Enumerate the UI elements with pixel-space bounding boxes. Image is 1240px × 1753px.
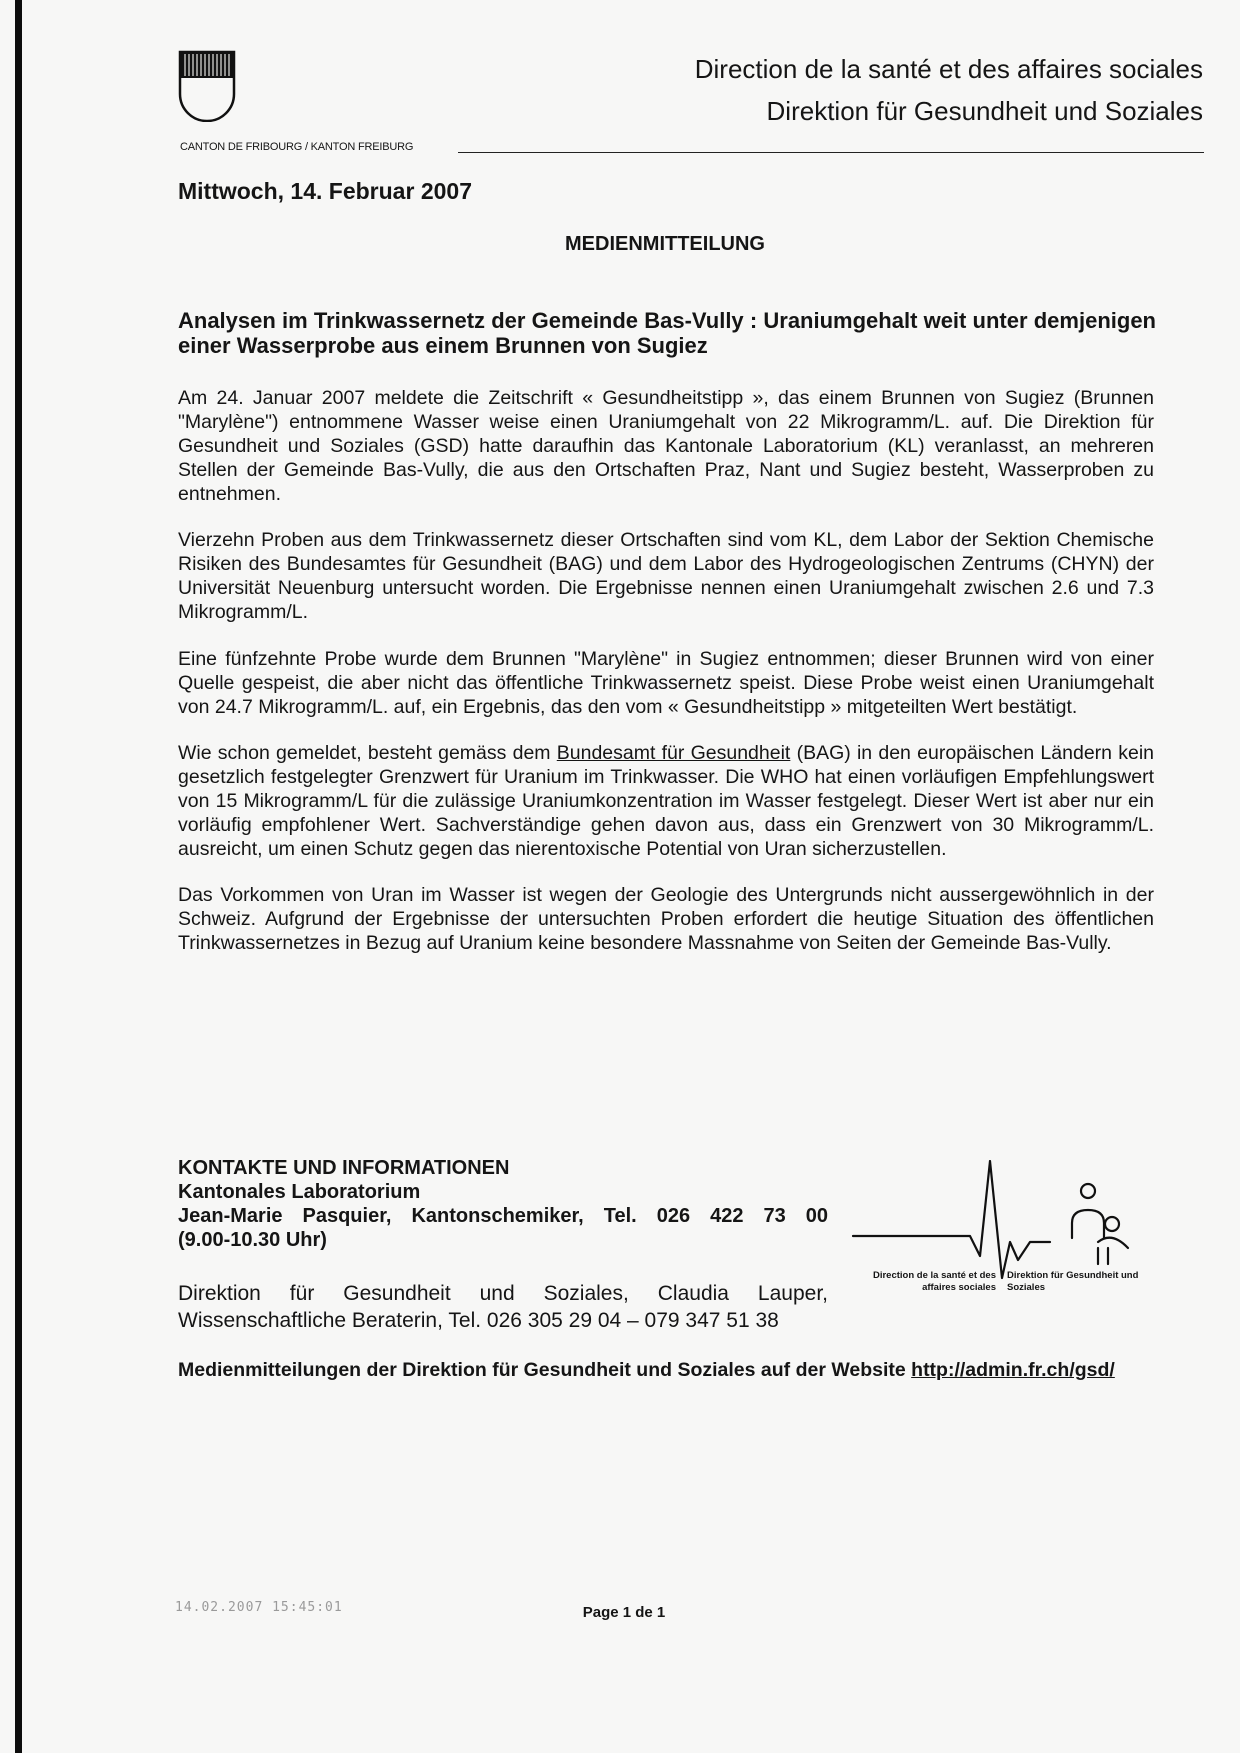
paragraph-4 <box>178 741 1154 861</box>
document-type: MEDIENMITTEILUNG <box>565 233 765 255</box>
header-divider <box>458 152 1204 153</box>
gsd-logo-caption-de: Direktion für Gesundheit und Soziales <box>1007 1270 1139 1293</box>
contact-person-2-line1: Direktion für Gesundheit und Soziales, Claudia Lauper, <box>178 1282 828 1305</box>
coat-of-arms-shield-icon <box>178 50 236 122</box>
press-release-body <box>178 386 1154 977</box>
page-number: Page 1 de 1 <box>582 1604 666 1621</box>
paragraph-4-start: Wie schon gemeldet, besteht gemäss dem <box>178 742 557 764</box>
canton-label: CANTON DE FRIBOURG / KANTON FREIBURG <box>180 141 414 153</box>
contacts-heading: KONTAKTE UND INFORMATIONEN <box>178 1157 510 1179</box>
header-title-fr: Direction de la santé et des affaires sociales <box>694 54 1203 84</box>
contacts-block <box>178 1156 828 1252</box>
paragraph-1: Am 24. Januar 2007 meldete die Zeitschrift « Gesundheitstipp », das einem Brunnen von Sugiez (Brunnen "Marylène") entnommene Wasser weise einen Uraniumgehalt von 22 Mikrogramm/L. auf. Die Direktion für Gesundheit und Soziales (GSD) hatte daraufhin das Kantonale Laboratorium (KL) veranlasst, an mehreren Stellen der Gemeinde Bas-Vully, die aus den Ortschaften Praz, Nant und Sugiez besteht, Wasserproben zu entnehmen. <box>178 387 1154 505</box>
website-link[interactable]: http://admin.fr.ch/gsd/ <box>911 1359 1115 1381</box>
paragraph-4-end: (BAG) in den europäischen Ländern kein gesetzlich festgelegter Grenzwert für Uranium im Trinkwasser. Die WHO hat einen vorläufigen Empfehlungswert von 15 Mikrogramm/L für die zulässige Uraniumkonzentration im Wasser festgelegt. Dieser Wert ist aber nur ein vorläufig empfohlener Wert. Sachverständige gehen davon aus, dass ein Grenzwert von 30 Mikrogramm/L. ausreicht, um einen Schutz gegen das nierentoxische Potential von Uran sicherzustellen. <box>178 742 1154 860</box>
contact-person-2 <box>178 1280 828 1334</box>
paragraph-5: Das Vorkommen von Uran im Wasser ist wegen der Geologie des Untergrunds nicht aussergewöhnlich in der Schweiz. Aufgrund der Ergebnisse der untersuchten Proben erfordert die heutige Situation des öffentlichen Trinkwassernetzes in Bezug auf Uranium keine besondere Massnahme von Seiten der Gemeinde Bas-Vully. <box>178 884 1154 954</box>
paragraph-3: Eine fünfzehnte Probe wurde dem Brunnen "Marylène" in Sugiez entnommen; dieser Brunnen wird von einer Quelle gespeist, die aber nicht das öffentliche Trinkwassernetz speist. Diese Probe weist einen Uraniumgehalt von 24.7 Mikrogramm/L. auf, ein Ergebnis, das den vom « Gesundheitstipp » mitgeteilten Wert bestätigt. <box>178 648 1154 718</box>
paragraph-2: Vierzehn Proben aus dem Trinkwassernetz dieser Ortschaften sind vom KL, dem Labor der Sektion Chemische Risiken des Bundesamtes für Gesundheit (BAG) und dem Labor des Hydrogeologischen Zentrums (CHYN) der Universität Neuenburg untersucht worden. Die Ergebnisse nennen einen Uraniumgehalt zwischen 2.6 und 7.3 Mikrogramm/L. <box>178 529 1154 623</box>
contact-hours: (9.00-10.30 Uhr) <box>178 1229 327 1251</box>
gsd-logo-caption-fr: Direction de la santé et des affaires sociales <box>872 1270 996 1293</box>
contact-person-1: Jean-Marie Pasquier, Kantonschemiker, Tel. 026 422 73 00 <box>178 1205 828 1227</box>
lab-name: Kantonales Laboratorium <box>178 1181 421 1203</box>
website-note <box>178 1359 1115 1382</box>
website-note-text: Medienmitteilungen der Direktion für Gesundheit und Soziales auf der Website <box>178 1359 912 1381</box>
print-timestamp: 14.02.2007 15:45:01 <box>175 1600 343 1615</box>
header-title-de: Direktion für Gesundheit und Soziales <box>766 96 1203 126</box>
scan-edge <box>15 0 22 1753</box>
headline: Analysen im Trinkwassernetz der Gemeinde Bas-Vully : Uraniumgehalt weit unter demjenigen einer Wasserprobe aus einem Brunnen von Sugiez <box>178 308 1156 358</box>
bag-link[interactable]: Bundesamt für Gesundheit <box>556 742 791 764</box>
contact-person-2-line2: Wissenschaftliche Beraterin, Tel. 026 305 29 04 – 079 347 51 38 <box>178 1309 779 1332</box>
publication-date: Mittwoch, 14. Februar 2007 <box>178 178 472 204</box>
